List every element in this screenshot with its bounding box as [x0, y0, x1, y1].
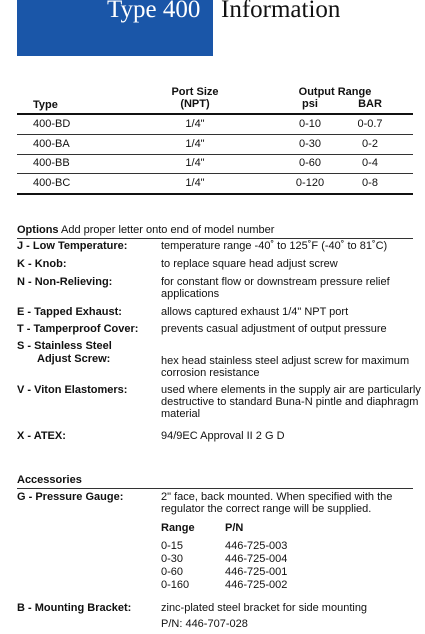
- bracket-label: B - Mounting Bracket:: [17, 602, 132, 614]
- gauge-range: 0-60: [161, 566, 184, 578]
- row-port: 1/4": [185, 157, 205, 169]
- options-subtitle: Add proper letter onto end of model number: [61, 224, 275, 236]
- col-header-port-size: Port Size: [171, 86, 219, 98]
- table-bottom-rule: [17, 193, 413, 195]
- table-top-rule: [17, 113, 413, 115]
- row-divider: [17, 154, 413, 155]
- gauge-label: G - Pressure Gauge:: [17, 491, 124, 503]
- option-desc: for constant flow or downstream pressure relief applications: [161, 276, 390, 300]
- gauge-pn: 446-725-001: [225, 566, 288, 578]
- row-psi: 0-60: [298, 157, 322, 169]
- option-label: J - Low Temperature:: [17, 240, 128, 252]
- gauge-pn: 446-725-002: [225, 579, 288, 591]
- options-rule: [17, 238, 413, 239]
- row-port: 1/4": [185, 138, 205, 150]
- gauge-range: 0-15: [161, 540, 184, 552]
- col-header-psi: psi: [302, 98, 318, 110]
- gauge-pn-header: P/N: [225, 522, 244, 534]
- col-header-output-range: Output Range: [298, 86, 372, 98]
- header-info-label: Information: [221, 0, 341, 23]
- gauge-range: 0-30: [161, 553, 184, 565]
- row-type: 400-BB: [33, 157, 70, 169]
- row-psi: 0-120: [295, 177, 325, 189]
- row-bar: 0-0.7: [357, 118, 383, 130]
- option-label: T - Tamperproof Cover:: [17, 323, 139, 335]
- row-bar: 0-8: [362, 177, 378, 189]
- option-desc: allows captured exhaust 1/4" NPT port: [161, 306, 349, 318]
- option-desc: used where elements in the supply air are particularly destructive to standard Buna-N pintle and diaphragm material: [161, 384, 421, 420]
- option-label: V - Viton Elastomers:: [17, 384, 128, 396]
- row-divider: [17, 134, 413, 135]
- option-label: E - Tapped Exhaust:: [17, 306, 122, 318]
- accessories-rule: [17, 488, 413, 489]
- option-desc: hex head stainless steel adjust screw for maximum corrosion resistance: [161, 355, 410, 379]
- option-label: S - Stainless Steel: [17, 340, 112, 352]
- gauge-pn: 446-725-004: [225, 553, 288, 565]
- gauge-desc: 2" face, back mounted. When specified with the regulator the correct range will be supplied.: [161, 491, 393, 515]
- row-port: 1/4": [185, 177, 205, 189]
- option-desc: prevents casual adjustment of output pressure: [161, 323, 387, 335]
- option-desc: temperature range -40˚ to 125˚F (-40˚ to 81˚C): [161, 240, 388, 252]
- option-label: K - Knob:: [17, 258, 67, 270]
- row-type: 400-BA: [33, 138, 70, 150]
- row-port: 1/4": [185, 118, 205, 130]
- row-bar: 0-4: [362, 157, 378, 169]
- gauge-pn: 446-725-003: [225, 540, 288, 552]
- row-type: 400-BC: [33, 177, 71, 189]
- option-label: N - Non-Relieving:: [17, 276, 113, 288]
- header-type-label: Type 400: [107, 0, 201, 23]
- col-header-type: Type: [33, 99, 58, 111]
- row-type: 400-BD: [33, 118, 71, 130]
- option-desc: to replace square head adjust screw: [161, 258, 338, 270]
- bracket-desc: zinc-plated steel bracket for side mounting: [161, 602, 368, 614]
- col-header-npt: (NPT): [180, 98, 210, 110]
- option-desc: 94/9EC Approval II 2 G D: [161, 430, 285, 442]
- options-heading: [17, 224, 274, 236]
- col-header-bar: BAR: [358, 98, 382, 110]
- gauge-range-header: Range: [161, 522, 195, 534]
- option-label-line2: Adjust Screw:: [37, 353, 111, 365]
- page-header: [0, 0, 425, 56]
- row-psi: 0-30: [298, 138, 322, 150]
- row-divider: [17, 173, 413, 174]
- row-bar: 0-2: [362, 138, 378, 150]
- accessories-title: Accessories: [17, 474, 82, 486]
- row-psi: 0-10: [298, 118, 322, 130]
- option-label: X - ATEX:: [17, 430, 66, 442]
- options-title: Options: [17, 224, 59, 236]
- bracket-pn: P/N: 446-707-028: [161, 618, 248, 630]
- gauge-range: 0-160: [161, 579, 190, 591]
